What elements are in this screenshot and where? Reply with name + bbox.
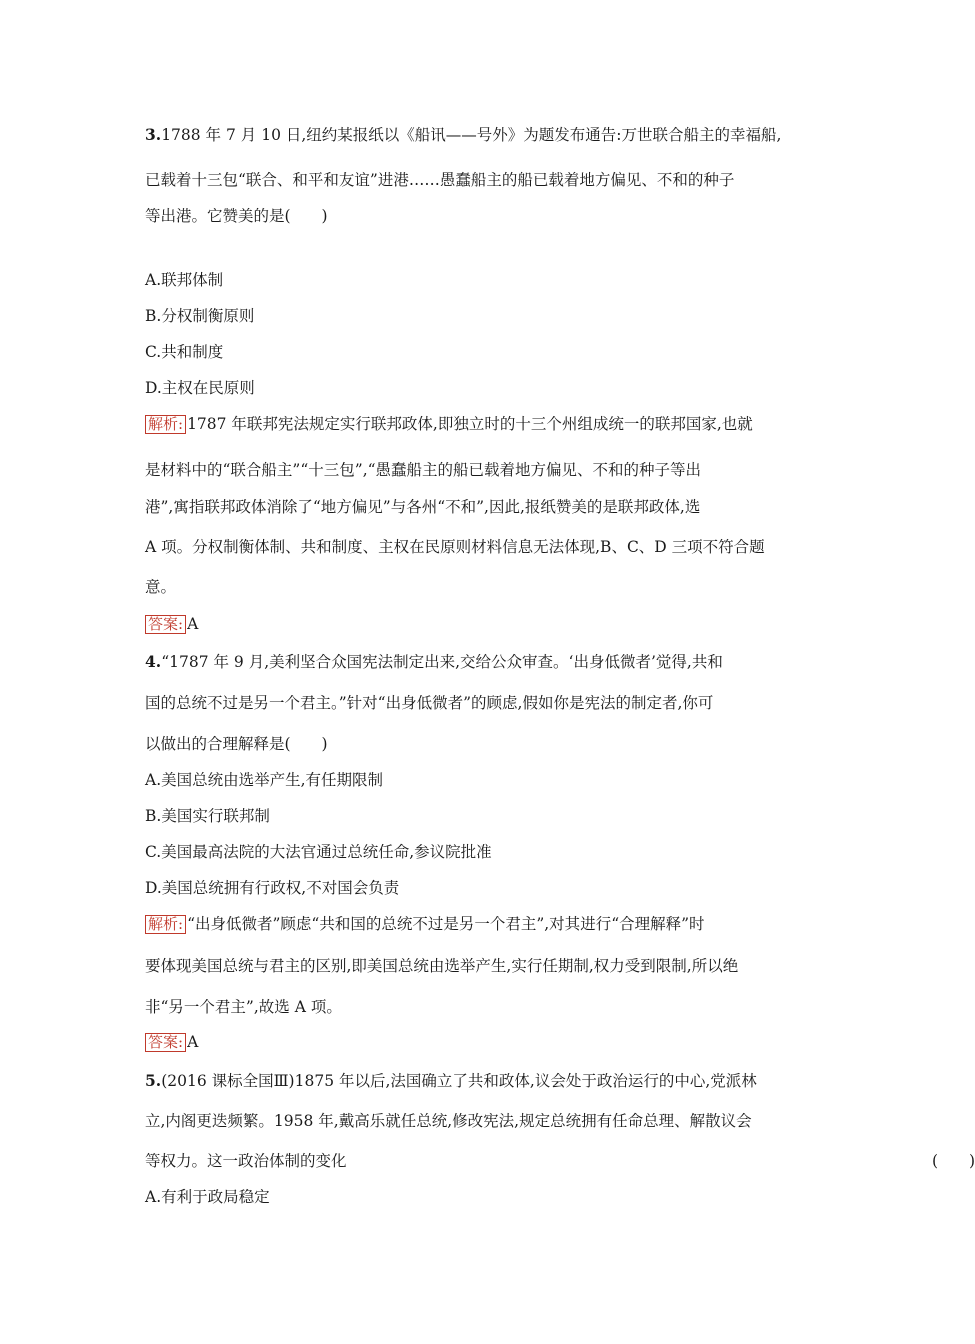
q5-stem-line-3: 等权力。这一政治体制的变化 ( ): [145, 1152, 975, 1170]
q4-analysis-line-2: 要体现美国总统与君主的区别,即美国总统由选举产生,实行任期制,权力受到限制,所以绝: [145, 957, 739, 975]
q4-option-c: C.美国最高法院的大法官通过总统任命,参议院批准: [145, 843, 492, 861]
answer-tag: 答案:: [145, 1033, 186, 1052]
q3-analysis-line-1: 解析: 1787 年联邦宪法规定实行联邦政体,即独立时的十三个州组成统一的联邦国家,也就: [145, 414, 813, 434]
q3-stem-line-2: 已载着十三包“联合、和平和友谊”进港……愚蠢船主的船已载着地方偏见、不和的种子: [145, 171, 735, 189]
q3-analysis-line-2: 是材料中的“联合船主”“十三包”,“愚蠢船主的船已载着地方偏见、不和的种子等出: [145, 461, 702, 479]
q4-number: 4.: [145, 652, 162, 671]
q5-answer-paren: ( ): [932, 1152, 975, 1170]
q4-answer: 答案: A: [145, 1032, 813, 1052]
q3-answer: 答案: A: [145, 614, 813, 634]
answer-tag: 答案:: [145, 615, 186, 634]
q4-stem-line-2: 国的总统不过是另一个君主。”针对“出身低微者”的顾虑,假如你是宪法的制定者,你可: [145, 694, 714, 712]
q3-option-a: A.联邦体制: [145, 271, 224, 289]
q3-analysis-line-4: A 项。分权制衡体制、共和制度、主权在民原则材料信息无法体现,B、C、D 三项不符合题: [145, 538, 765, 556]
q3-option-d: D.主权在民原则: [145, 379, 255, 397]
q4-option-b: B.美国实行联邦制: [145, 807, 270, 825]
q3-stem-line-3: 等出港。它赞美的是( ): [145, 207, 328, 225]
q3-number: 3.: [145, 125, 162, 144]
q3-option-c: C.共和制度: [145, 343, 224, 361]
q3-analysis-line-3: 港”,寓指联邦政体消除了“地方偏见”与各州“不和”,因此,报纸赞美的是联邦政体,选: [145, 498, 701, 516]
q4-option-d: D.美国总统拥有行政权,不对国会负责: [145, 879, 400, 897]
q5-number: 5.: [145, 1071, 162, 1090]
q5-stem-line-2: 立,内阁更迭频繁。1958 年,戴高乐就任总统,修改宪法,规定总统拥有任命总理、解散议会: [145, 1112, 752, 1130]
q4-stem-line-3: 以做出的合理解释是( ): [145, 735, 328, 753]
analysis-tag: 解析:: [145, 915, 186, 934]
q3-option-b: B.分权制衡原则: [145, 307, 255, 325]
q4-stem-line-1: 4.“1787 年 9 月,美利坚合众国宪法制定出来,交给公众审查。‘出身低微者’觉得,共和: [145, 652, 723, 671]
q3-analysis-line-5: 意。: [145, 578, 177, 596]
q5-stem-line-1: 5.(2016 课标全国Ⅲ)1875 年以后,法国确立了共和政体,议会处于政治运行的中心,党派林: [145, 1071, 757, 1090]
q4-option-a: A.美国总统由选举产生,有任期限制: [145, 771, 384, 789]
q5-option-a: A.有利于政局稳定: [145, 1188, 270, 1206]
analysis-tag: 解析:: [145, 415, 186, 434]
q3-stem-line-1: 3.1788 年 7 月 10 日,纽约某报纸以《船讯——号外》为题发布通告:万世联合船主的幸福船,: [145, 125, 782, 144]
q4-analysis-line-3: 非“另一个君主”,故选 A 项。: [145, 998, 342, 1016]
q4-analysis-line-1: 解析: “出身低微者”顾虑“共和国的总统不过是另一个君主”,对其进行“合理解释”时: [145, 914, 813, 934]
